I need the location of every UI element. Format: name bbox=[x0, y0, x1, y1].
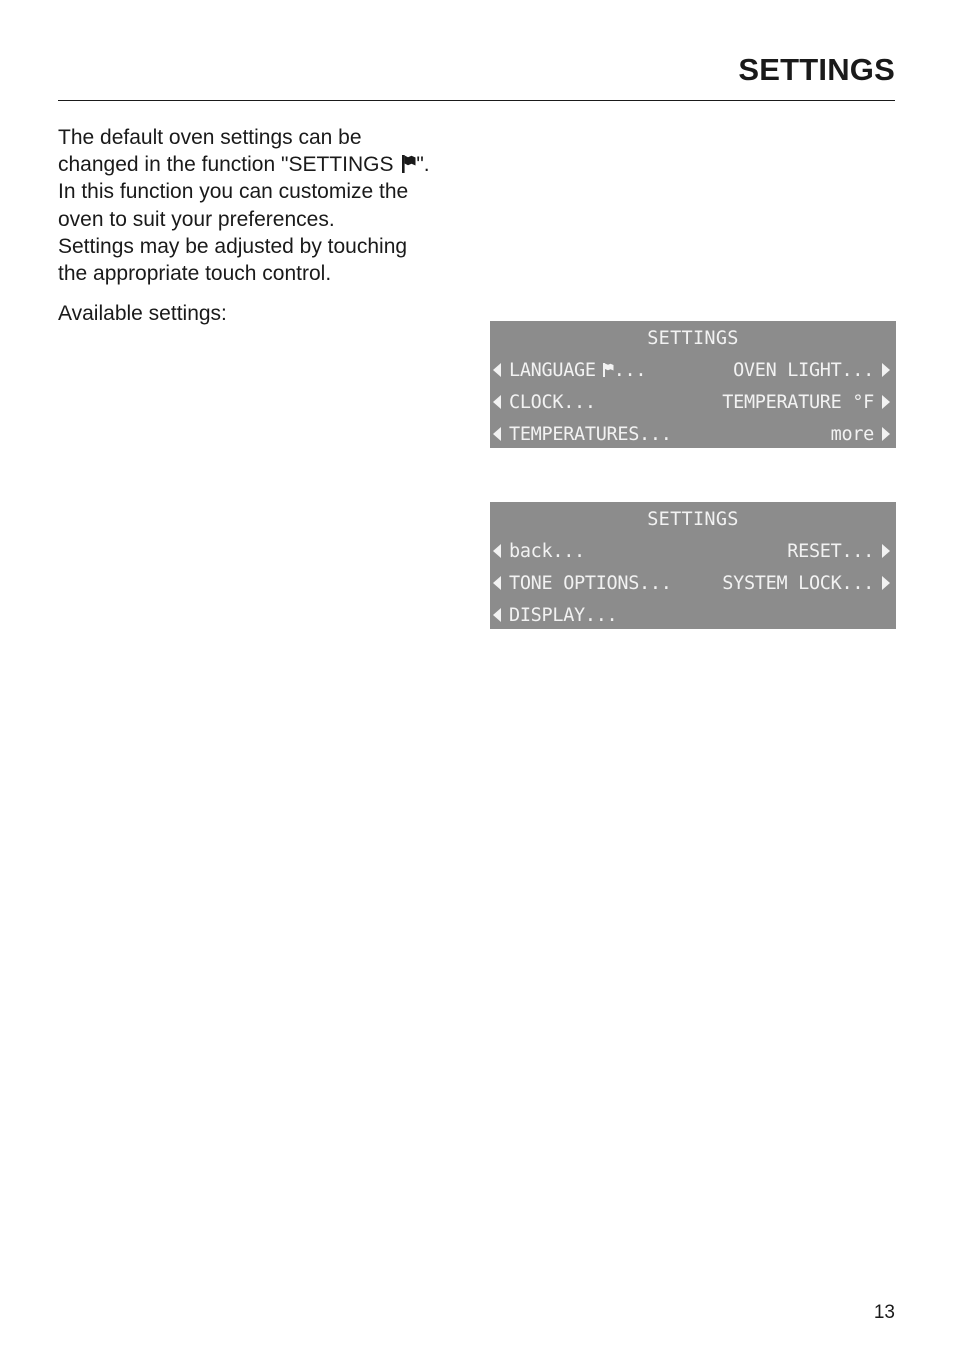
display-row bbox=[490, 599, 896, 631]
intro-line: oven to suit your preferences. bbox=[58, 207, 335, 231]
settings-display-page-2 bbox=[490, 502, 896, 629]
display-row bbox=[490, 567, 896, 599]
intro-text: changed in the function "SETTINGS bbox=[58, 153, 400, 177]
intro-line: In this function you can customize the bbox=[58, 180, 409, 204]
arrow-left-icon bbox=[493, 608, 501, 622]
title-divider bbox=[58, 100, 895, 101]
intro-line: the appropriate touch control. bbox=[58, 262, 332, 286]
option-label: back... bbox=[509, 540, 585, 562]
option-label: DISPLAY... bbox=[509, 604, 618, 626]
display-row bbox=[490, 418, 896, 450]
back-option[interactable] bbox=[493, 541, 585, 562]
intro-text: ". bbox=[416, 153, 430, 177]
more-option[interactable] bbox=[831, 424, 890, 445]
intro-line: Settings may be adjusted by touching bbox=[58, 234, 408, 258]
option-label: LANGUAGE bbox=[509, 359, 596, 381]
language-option[interactable] bbox=[493, 360, 646, 381]
display-option[interactable] bbox=[493, 605, 617, 626]
arrow-right-icon bbox=[882, 576, 890, 590]
arrow-right-icon bbox=[882, 544, 890, 558]
page-number: 13 bbox=[873, 1302, 895, 1323]
arrow-left-icon bbox=[493, 363, 501, 377]
arrow-right-icon bbox=[882, 395, 890, 409]
display-row bbox=[490, 535, 896, 567]
option-label: TEMPERATURES... bbox=[509, 423, 672, 445]
arrow-left-icon bbox=[493, 576, 501, 590]
option-label: SYSTEM LOCK... bbox=[722, 572, 874, 594]
arrow-right-icon bbox=[882, 427, 890, 441]
settings-display-page-1 bbox=[490, 321, 896, 448]
display-title: SETTINGS bbox=[647, 328, 739, 349]
arrow-left-icon bbox=[493, 395, 501, 409]
intro-line: The default oven settings can be bbox=[58, 126, 362, 149]
option-label: TONE OPTIONS... bbox=[509, 572, 672, 594]
option-label: CLOCK... bbox=[509, 391, 596, 413]
option-label: OVEN LIGHT... bbox=[733, 359, 874, 381]
reset-option[interactable] bbox=[787, 541, 890, 562]
page-title: SETTINGS bbox=[738, 52, 895, 87]
arrow-right-icon bbox=[882, 363, 890, 377]
option-label: TEMPERATURE °F bbox=[722, 391, 874, 413]
intro-paragraph bbox=[58, 124, 468, 287]
temperature-unit-option[interactable] bbox=[722, 392, 890, 413]
intro-line bbox=[58, 151, 468, 178]
oven-light-option[interactable] bbox=[733, 360, 890, 381]
display-row bbox=[490, 386, 896, 418]
option-label-suffix: ... bbox=[613, 359, 647, 381]
display-title: SETTINGS bbox=[647, 509, 739, 530]
system-lock-option[interactable] bbox=[722, 573, 890, 594]
display-row bbox=[490, 354, 896, 386]
arrow-left-icon bbox=[493, 427, 501, 441]
available-settings-label: Available settings: bbox=[58, 302, 227, 325]
tone-options-option[interactable] bbox=[493, 573, 672, 594]
flag-icon bbox=[402, 155, 416, 173]
option-label: more bbox=[830, 423, 874, 445]
clock-option[interactable] bbox=[493, 392, 596, 413]
flag-icon bbox=[603, 363, 614, 377]
temperatures-option[interactable] bbox=[493, 424, 672, 445]
option-label: RESET... bbox=[787, 540, 874, 562]
arrow-left-icon bbox=[493, 544, 501, 558]
